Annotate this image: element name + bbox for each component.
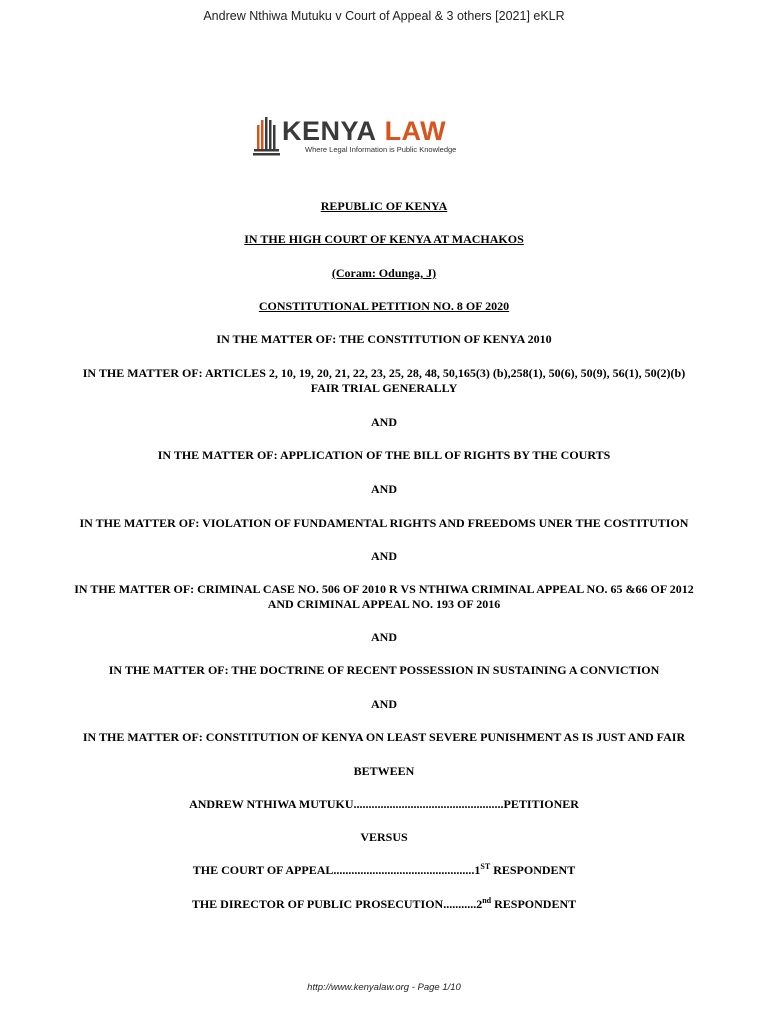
versus-heading: VERSUS [360,830,408,844]
logo-law-text: LAW [384,116,447,146]
and-separator: AND [371,630,397,644]
between-heading: BETWEEN [353,764,415,778]
first-respondent-role: RESPONDENT [490,863,576,877]
coram-line: (Coram: Odunga, J) [331,266,437,280]
matter-constitution: IN THE MATTER OF: THE CONSTITUTION OF KENYA 2010 [216,332,552,346]
matter-criminal-case-cont: AND CRIMINAL APPEAL NO. 193 OF 2016 [267,597,501,611]
petition-number: CONSTITUTIONAL PETITION NO. 8 OF 2020 [258,299,510,313]
second-respondent-name: THE DIRECTOR OF PUBLIC PROSECUTION...........2 [191,897,483,911]
and-separator: AND [371,697,397,711]
matter-recent-possession: IN THE MATTER OF: THE DOCTRINE OF RECENT POSSESSION IN SUSTAINING A CONVICTION [108,663,660,677]
page-footer[interactable]: http://www.kenyalaw.org - Page 1/10 [307,982,461,993]
logo-title [282,116,446,146]
second-respondent-ordinal: nd [482,896,492,905]
logo-tagline: Where Legal Information is Public Knowledge [305,145,457,154]
running-header: Andrew Nthiwa Mutuku v Court of Appeal & 3 others [2021] eKLR [203,9,565,23]
first-respondent-line [40,862,728,878]
matter-criminal-case: IN THE MATTER OF: CRIMINAL CASE NO. 506 OF 2010 R VS NTHIWA CRIMINAL APPEAL NO. 65 &66 OF 2012 [74,582,694,596]
republic-heading: REPUBLIC OF KENYA [320,199,448,213]
and-separator: AND [371,549,397,563]
matter-articles: IN THE MATTER OF: ARTICLES 2, 10, 19, 20, 21, 22, 23, 25, 28, 48, 50,165(3) (b),258(1), 50(6), 50(9), 56(1), 50(2)(b) [82,366,686,380]
and-separator: AND [371,415,397,429]
first-respondent-ordinal: ST [480,862,491,871]
and-separator: AND [371,482,397,496]
kenya-law-logo [253,116,468,158]
second-respondent-line [40,896,728,912]
petitioner-line: ANDREW NTHIWA MUTUKU..................................................PETITIONER [189,797,579,811]
matter-articles-cont: FAIR TRIAL GENERALLY [310,381,458,395]
matter-punishment: IN THE MATTER OF: CONSTITUTION OF KENYA ON LEAST SEVERE PUNISHMENT AS IS JUST AND FAIR [82,730,686,744]
matter-violation: IN THE MATTER OF: VIOLATION OF FUNDAMENTAL RIGHTS AND FREEDOMS UNER THE COSTITUTION [79,516,689,530]
logo-kenya-text: KENYA [282,116,377,146]
second-respondent-role: RESPONDENT [491,897,577,911]
court-heading: IN THE HIGH COURT OF KENYA AT MACHAKOS [244,232,524,246]
first-respondent-name: THE COURT OF APPEAL...............................................1 [192,863,481,877]
matter-bill-of-rights: IN THE MATTER OF: APPLICATION OF THE BILL OF RIGHTS BY THE COURTS [157,448,611,462]
pillars-icon [253,116,281,158]
